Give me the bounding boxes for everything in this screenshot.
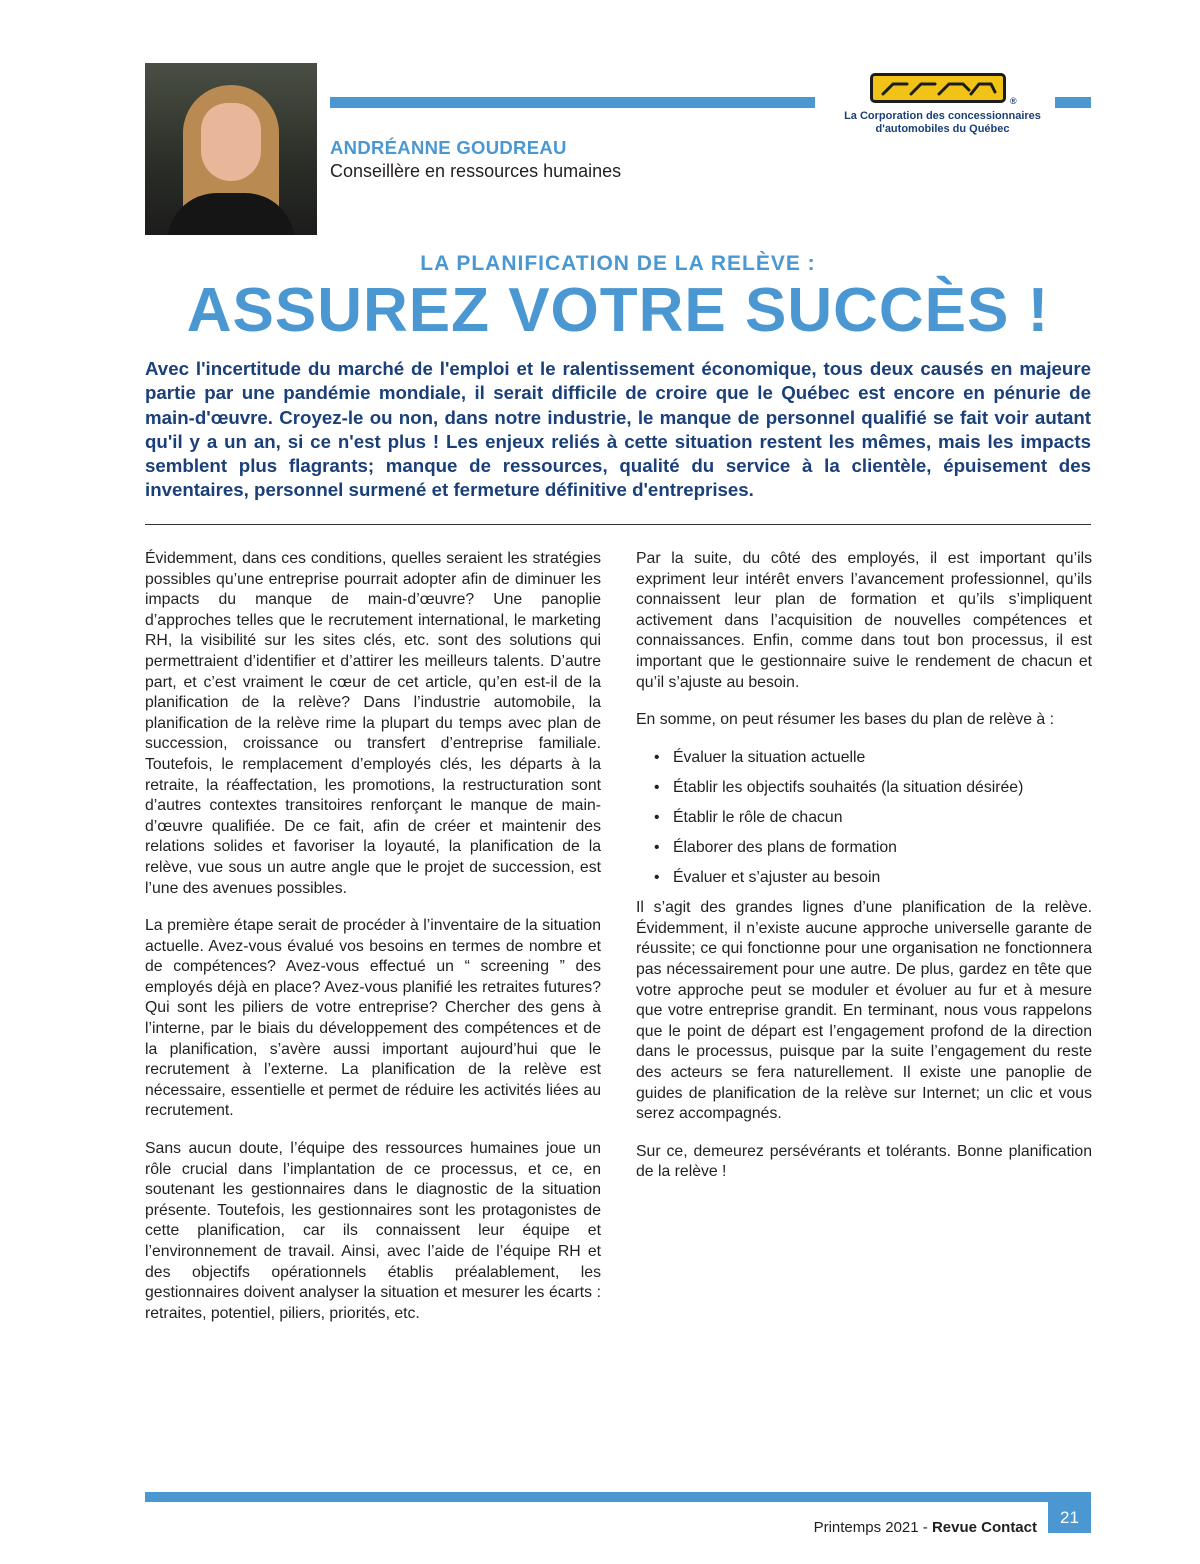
logo-caption	[820, 110, 1065, 136]
logo-line-2: d'automobiles du Québec	[875, 123, 1010, 135]
logo-line-1: La Corporation des concessionnaires	[844, 110, 1041, 122]
left-paragraph-2: La première étape serait de procéder à l’inventaire de la situation actuelle. Avez-vous évalué vos besoins en termes de nombre et de compétences? Avez-vous effectué un “ screening ” des employés déjà en place? Avez-vous planifié les retraites futures? Qui sont les piliers de votre entreprise? Chercher des gens à l’interne, par le biais du développement des compétences et de la planification, s’avère aussi important aujourd’hui que le recrutement à l’externe. La planification de la relève est nécessaire, essentielle et permet de réduire les activités liées au recrutement.	[145, 917, 601, 1120]
bottom-accent-bar	[145, 1492, 1091, 1502]
list-item	[654, 778, 1092, 799]
list-item-text: Établir les objectifs souhaités (la situation désirée)	[673, 778, 1024, 796]
left-paragraph-1: Évidemment, dans ces conditions, quelles seraient les stratégies possibles qu’une entreprise pourrait adopter afin de diminuer les impacts du manque de main-d’œuvre? Une panoplie d’approches telles que le recrutement international, le marketing RH, la visibilité sur les sites clés, etc. sont des solutions qui permettraient d’identifier et d’attirer les meilleurs talents. D’autre part, et c’est vraiment le cœur de cet article, qu’en est-il de la planification de la relève? Dans l’industrie automobile, la planification de la relève rime la plupart du temps avec plan de succession, croissance ou transfert d’entreprise familiale. Toutefois, le remplacement d’employés clés, les départs à la retraite, la réaffectation, les promotions, la restructuration sont d’autres contextes transitoires renforçant le manque de main-d’œuvre qualifiée. De ce fait, afin de créer et maintenir des relations solides et favoriser la loyauté, la planification de la relève, vue sous un autre angle que le projet de succession, est l’une des avenues possibles.	[145, 550, 601, 897]
right-paragraph-3: Il s’agit des grandes lignes d’une planification de la relève. Évidemment, il n’existe aucune approche universelle garante de réussite; ce qui fonctionne pour une organisation ne fonctionnera pas nécessairement pour une autre. De plus, gardez en tête que votre approche peut se moduler et évoluer au fur et à mesure que votre entreprise grandit. En terminant, nous vous rappelons que le point de départ est l’engagement profond de la direction dans le processus, puisque par la suite l’engagement du reste des acteurs se fera naturellement. Il existe une panoplie de guides de planification de la relève sur Internet; un clic et vous serez accompagnés.	[636, 899, 1092, 1123]
footer-separator: -	[918, 1519, 932, 1536]
divider	[145, 524, 1091, 525]
article-lede: Avec l'incertitude du marché de l'emploi et le ralentissement économique, tous deux causés en majeure partie par une pandémie mondiale, il serait difficile de croire que le Québec est encore en pénurie de main-d'œuvre. Croyez-le ou non, dans notre industrie, le manque de personnel qualifié se fait voir autant qu'il y a un an, si ce n'est plus ! Les enjeux reliés à cette situation restent les mêmes, mais les impacts semblent plus flagrants; manque de ressources, qualité du service à la clientèle, épuisement des inventaires, personnel surmené et fermeture définitive d'entreprises.	[145, 358, 1091, 501]
column-right	[636, 549, 1092, 1200]
list-item-text: Évaluer la situation actuelle	[673, 748, 866, 766]
bullet-icon: •	[654, 778, 660, 796]
list-item	[654, 838, 1092, 859]
article-headline: ASSUREZ VOTRE SUCCÈS !	[186, 276, 1050, 345]
bullet-icon: •	[654, 838, 660, 856]
list-item	[654, 868, 1092, 889]
bullet-icon: •	[654, 808, 660, 826]
top-accent-bar	[330, 97, 815, 108]
author-photo	[145, 63, 317, 235]
photo-face	[201, 103, 261, 181]
article-kicker: LA PLANIFICATION DE LA RELÈVE :	[420, 252, 816, 275]
footer-issue	[814, 1519, 1037, 1536]
logo-registered-mark: ®	[1010, 96, 1017, 106]
right-paragraph-4: Sur ce, demeurez persévérants et tolérants. Bonne planification de la relève !	[636, 1142, 1092, 1181]
list-item-text: Élaborer des plans de formation	[673, 838, 897, 856]
left-paragraph-3: Sans aucun doute, l’équipe des ressources humaines joue un rôle crucial dans l’implantation de ce processus, et ce, en soutenant les gestionnaires dans le diagnostic de la situation présente. Toutefois, les gestionnaires sont les protagonistes de cette planification, car ils connaissent leur équipe et l’environnement de travail. Ainsi, avec l’aide de l’équipe RH et des objectifs opérationnels établis préalablement, les gestionnaires doivent analyser la situation et mesurer les écarts : retraites, potentiel, piliers, priorités, etc.	[145, 1140, 601, 1322]
column-left	[145, 549, 601, 1341]
steps-list	[636, 748, 1092, 889]
author-name: ANDRÉANNE GOUDREAU	[330, 137, 567, 158]
footer-publication: Revue Contact	[931, 1519, 1037, 1536]
right-paragraph-1: Par la suite, du côté des employés, il est important qu’ils expriment leur intérêt envers l’avancement professionnel, qu’ils connaissent leur plan de formation et qu’ils s’impliquent activement dans l’acquisition de nouvelles compétences et connaissances. Enfin, comme dans tout bon processus, il est important que le gestionnaire suive le rendement de chacun et qu’il s’ajuste au besoin.	[636, 550, 1092, 691]
top-accent-bar-end	[1055, 97, 1091, 108]
list-item	[654, 748, 1092, 769]
list-item-text: Évaluer et s’ajuster au besoin	[673, 868, 881, 886]
right-paragraph-2: En somme, on peut résumer les bases du plan de relève à :	[636, 711, 1054, 729]
footer-issue-date: Printemps 2021	[813, 1519, 919, 1536]
list-item-text: Établir le rôle de chacun	[673, 808, 843, 826]
list-item	[654, 808, 1092, 829]
bullet-icon: •	[654, 748, 660, 766]
ccaq-logo-icon	[870, 73, 1006, 103]
page-number: 21	[1048, 1502, 1091, 1533]
author-role: Conseillère en ressources humaines	[330, 161, 622, 181]
bullet-icon: •	[654, 868, 660, 886]
